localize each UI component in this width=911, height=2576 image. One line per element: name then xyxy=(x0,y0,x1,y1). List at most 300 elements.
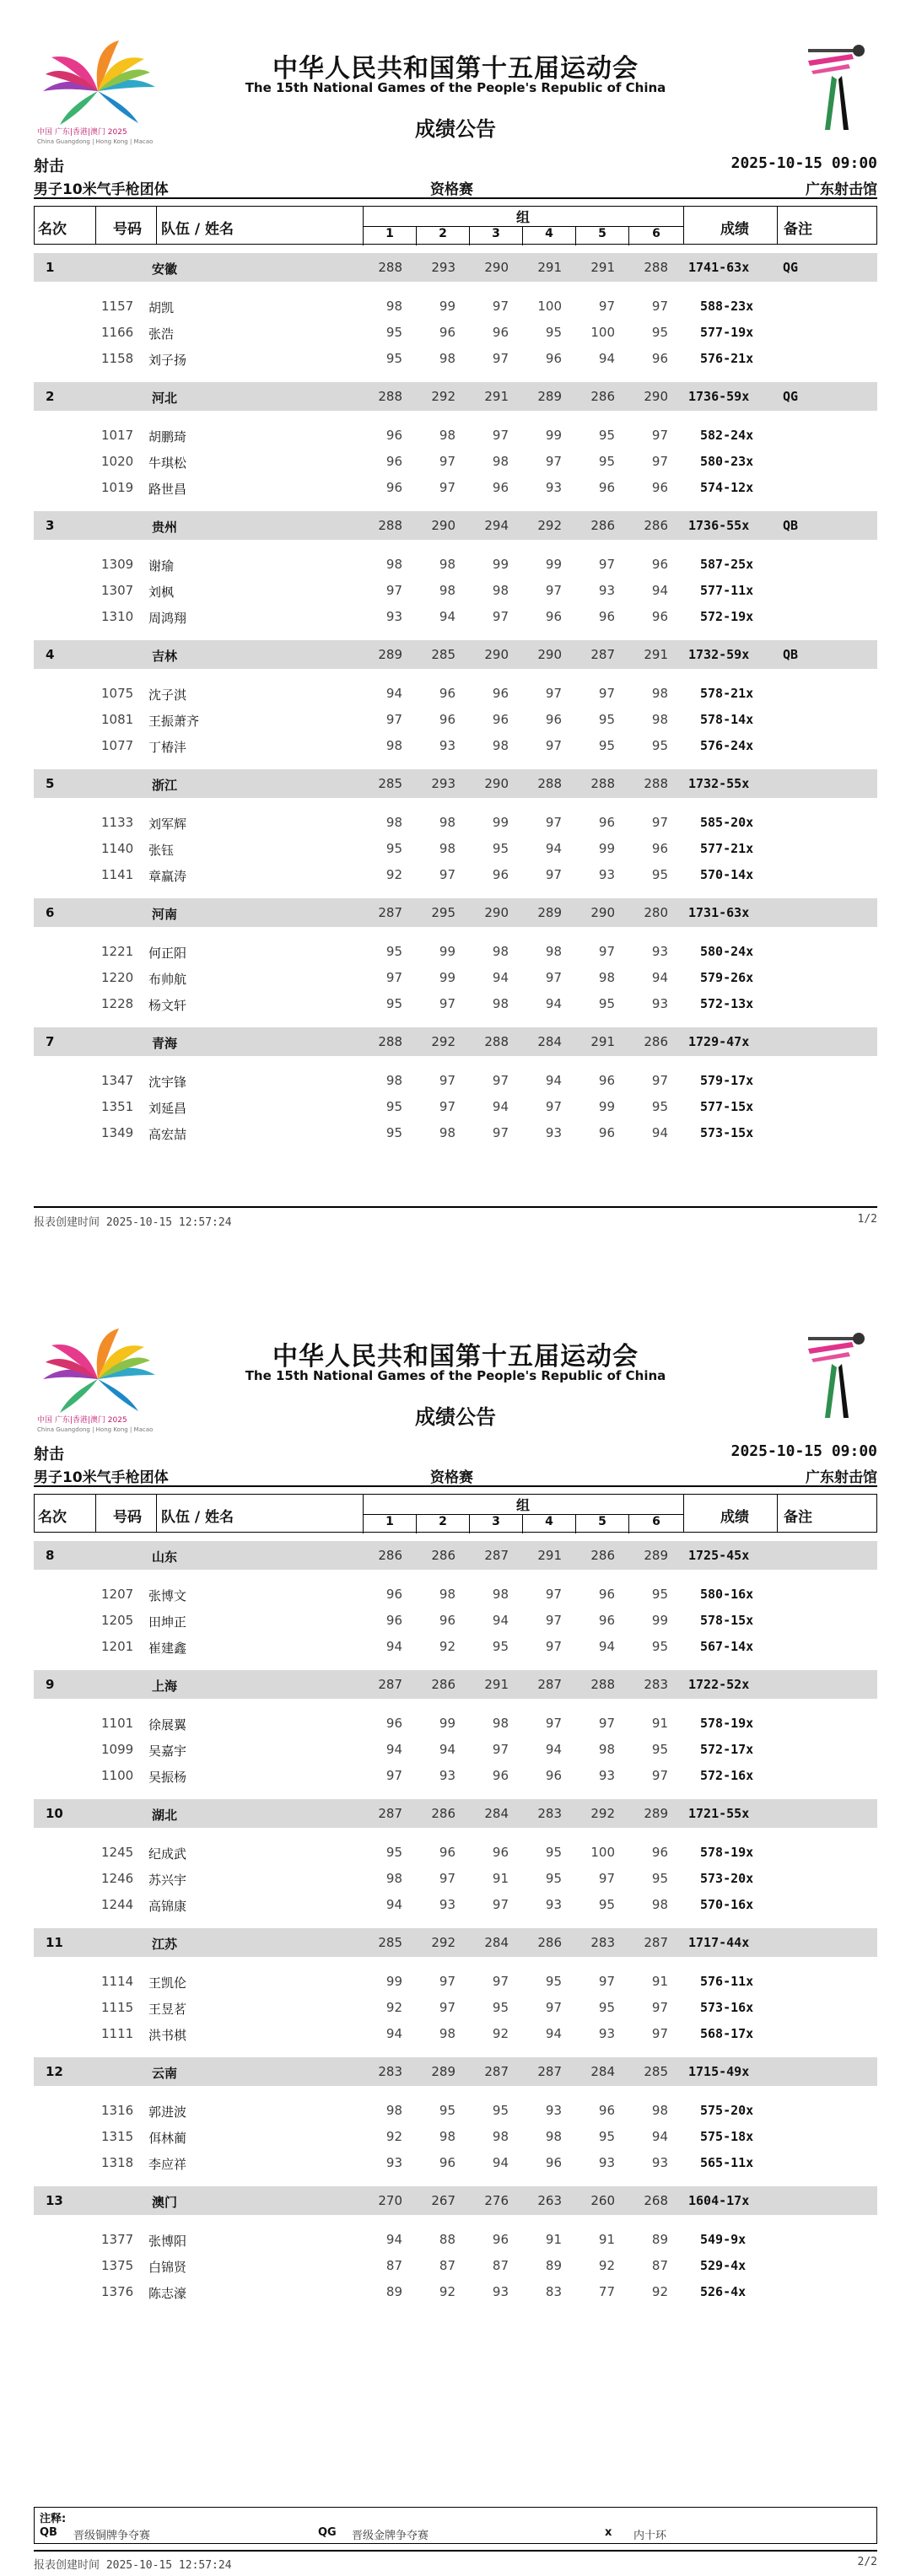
athlete-series-score: 95 xyxy=(651,867,668,882)
athlete-name: 王凯伦 xyxy=(148,1975,187,1991)
team-series-score: 287 xyxy=(537,2064,562,2079)
team-rank: 12 xyxy=(46,2064,63,2079)
athlete-name: 布帅航 xyxy=(148,972,187,987)
team-row xyxy=(34,382,877,411)
athlete-total: 572-13x xyxy=(700,996,754,1011)
athlete-series-score: 97 xyxy=(385,970,402,985)
athlete-series-score: 87 xyxy=(439,2258,456,2273)
athlete-series-score: 98 xyxy=(545,944,562,959)
team-rank: 13 xyxy=(46,2193,63,2208)
athlete-series-score: 97 xyxy=(439,2000,456,2015)
athlete-series-score: 91 xyxy=(651,1716,668,1731)
team-series-score: 286 xyxy=(644,518,668,533)
team-series-score: 287 xyxy=(537,1677,562,1692)
athlete-series-score: 94 xyxy=(545,2026,562,2041)
team-name: 浙江 xyxy=(152,778,178,793)
athlete-series-score: 96 xyxy=(545,1768,562,1783)
athlete-series-score: 96 xyxy=(492,325,509,340)
athlete-series-score: 98 xyxy=(439,2026,456,2041)
athlete-series-score: 96 xyxy=(651,1845,668,1860)
athlete-series-score: 93 xyxy=(439,738,456,753)
team-series-score: 291 xyxy=(484,389,509,404)
athlete-series-score: 87 xyxy=(492,2258,509,2273)
athlete-total: 585-20x xyxy=(700,815,754,830)
athlete-row xyxy=(34,447,877,473)
athlete-bib: 1221 xyxy=(101,944,134,959)
athlete-series-score: 91 xyxy=(598,2232,615,2247)
athlete-name: 崔建鑫 xyxy=(148,1641,187,1656)
col-bib: 号码 xyxy=(113,1509,142,1526)
athlete-series-score: 95 xyxy=(598,712,615,727)
athlete-total: 572-19x xyxy=(700,609,754,624)
row-spacer xyxy=(34,1016,877,1021)
athlete-series-score: 96 xyxy=(439,2155,456,2170)
athlete-name: 胡凯 xyxy=(148,300,175,315)
sport-label: 射击 xyxy=(34,158,64,175)
athlete-series-score: 92 xyxy=(385,2129,402,2144)
athlete-total: 572-17x xyxy=(700,1742,754,1757)
team-series-score: 291 xyxy=(590,260,615,275)
team-series-score: 288 xyxy=(378,260,402,275)
athlete-series-score: 96 xyxy=(598,480,615,495)
note-key: QG xyxy=(318,2526,337,2539)
athlete-series-score: 97 xyxy=(598,686,615,701)
athlete-total: 582-24x xyxy=(700,428,754,443)
athlete-bib: 1349 xyxy=(101,1125,134,1140)
athlete-bib: 1375 xyxy=(101,2258,134,2273)
col-group: 组 xyxy=(363,1495,683,1515)
athlete-series-score: 97 xyxy=(598,557,615,572)
athlete-series-score: 91 xyxy=(651,1974,668,1989)
athlete-row xyxy=(34,705,877,731)
athlete-series-score: 83 xyxy=(545,2284,562,2299)
athlete-series-score: 96 xyxy=(651,480,668,495)
athlete-series-score: 96 xyxy=(651,557,668,572)
athlete-bib: 1019 xyxy=(101,480,134,495)
athlete-series-score: 95 xyxy=(651,1587,668,1602)
athlete-series-score: 94 xyxy=(385,1897,402,1912)
team-rank: 9 xyxy=(46,1677,55,1692)
athlete-series-score: 89 xyxy=(651,2232,668,2247)
athlete-series-score: 97 xyxy=(492,1742,509,1757)
athlete-total: 570-14x xyxy=(700,867,754,882)
team-series-score: 291 xyxy=(484,1677,509,1692)
athlete-series-score: 97 xyxy=(492,1897,509,1912)
athlete-total: 578-15x xyxy=(700,1613,754,1628)
athlete-name: 周鸿翔 xyxy=(148,611,187,626)
row-spacer xyxy=(34,2304,877,2309)
athlete-series-score: 98 xyxy=(651,2103,668,2118)
athlete-series-score: 100 xyxy=(590,1845,615,1860)
athlete-row xyxy=(34,1580,877,1606)
athlete-total: 577-15x xyxy=(700,1099,754,1114)
athlete-series-score: 97 xyxy=(492,1974,509,1989)
athlete-series-score: 96 xyxy=(439,712,456,727)
team-total: 1732-55x xyxy=(688,776,750,791)
athlete-series-score: 97 xyxy=(439,1871,456,1886)
athlete-row xyxy=(34,1066,877,1092)
athlete-row xyxy=(34,1735,877,1761)
athlete-bib: 1220 xyxy=(101,970,134,985)
athlete-series-score: 94 xyxy=(651,2129,668,2144)
footer-divider xyxy=(34,2550,877,2552)
athlete-series-score: 97 xyxy=(651,428,668,443)
team-row xyxy=(34,769,877,798)
athlete-series-score: 97 xyxy=(545,2000,562,2015)
athlete-total: 573-20x xyxy=(700,1871,754,1886)
athlete-series-score: 96 xyxy=(385,480,402,495)
athlete-series-score: 94 xyxy=(385,1639,402,1654)
athlete-series-score: 97 xyxy=(598,944,615,959)
col-rank: 名次 xyxy=(38,1509,67,1526)
athlete-series-score: 95 xyxy=(492,1639,509,1654)
team-series-score: 290 xyxy=(431,518,456,533)
athlete-series-score: 99 xyxy=(545,557,562,572)
athlete-series-score: 94 xyxy=(492,2155,509,2170)
athlete-series-score: 95 xyxy=(598,2129,615,2144)
athlete-total: 576-24x xyxy=(700,738,754,753)
team-name: 青海 xyxy=(152,1036,178,1051)
row-spacer xyxy=(34,757,877,763)
athlete-bib: 1133 xyxy=(101,815,134,830)
team-series-score: 286 xyxy=(590,1548,615,1563)
athlete-series-score: 96 xyxy=(598,609,615,624)
athlete-name: 佴林蔺 xyxy=(148,2131,187,2146)
athlete-series-score: 95 xyxy=(651,1099,668,1114)
athlete-total: 578-14x xyxy=(700,712,754,727)
col-series-2: 2 xyxy=(416,1515,469,1533)
team-rank: 7 xyxy=(46,1034,55,1049)
event-info-row xyxy=(34,177,877,199)
athlete-total: 575-18x xyxy=(700,2129,754,2144)
athlete-series-score: 95 xyxy=(651,738,668,753)
athlete-series-score: 89 xyxy=(545,2258,562,2273)
team-rank: 4 xyxy=(46,647,55,662)
athlete-series-score: 93 xyxy=(545,1125,562,1140)
athlete-series-score: 99 xyxy=(651,1613,668,1628)
col-series-1: 1 xyxy=(363,227,416,245)
athlete-row xyxy=(34,2148,877,2175)
team-series-score: 289 xyxy=(378,647,402,662)
athlete-series-score: 97 xyxy=(651,815,668,830)
row-spacer xyxy=(34,887,877,892)
athlete-row xyxy=(34,1606,877,1632)
athlete-series-score: 95 xyxy=(439,2103,456,2118)
athlete-series-score: 88 xyxy=(439,2232,456,2247)
athlete-series-score: 94 xyxy=(651,1125,668,1140)
col-group: 组 xyxy=(363,207,683,227)
team-name: 河南 xyxy=(152,907,178,922)
athlete-series-score: 95 xyxy=(545,325,562,340)
team-series-score: 284 xyxy=(484,1806,509,1821)
team-series-score: 286 xyxy=(431,1548,456,1563)
athlete-name: 郭进波 xyxy=(148,2104,187,2120)
athlete-series-score: 97 xyxy=(545,583,562,598)
athlete-series-score: 95 xyxy=(385,1845,402,1860)
athlete-total: 529-4x xyxy=(700,2258,747,2273)
athlete-bib: 1318 xyxy=(101,2155,134,2170)
athlete-bib: 1101 xyxy=(101,1716,134,1731)
athlete-series-score: 97 xyxy=(651,1073,668,1088)
team-series-score: 283 xyxy=(537,1806,562,1821)
athlete-series-score: 98 xyxy=(651,1897,668,1912)
team-series-score: 285 xyxy=(431,647,456,662)
athlete-bib: 1100 xyxy=(101,1768,134,1783)
athlete-series-score: 95 xyxy=(385,325,402,340)
athlete-row xyxy=(34,550,877,576)
note-value: 晋级金牌争夺赛 xyxy=(352,2530,429,2542)
team-series-score: 260 xyxy=(590,2193,615,2208)
athlete-total: 574-12x xyxy=(700,480,754,495)
athlete-series-score: 96 xyxy=(598,1073,615,1088)
team-total: 1741-63x xyxy=(688,260,750,275)
athlete-name: 刘枫 xyxy=(148,585,175,600)
athlete-bib: 1244 xyxy=(101,1897,134,1912)
athlete-series-score: 96 xyxy=(439,325,456,340)
team-series-score: 293 xyxy=(431,776,456,791)
athlete-name: 张博文 xyxy=(148,1588,187,1603)
athlete-series-score: 99 xyxy=(545,428,562,443)
athlete-series-score: 97 xyxy=(385,712,402,727)
athlete-series-score: 87 xyxy=(651,2258,668,2273)
row-spacer xyxy=(34,1145,877,1150)
athlete-row xyxy=(34,2251,877,2277)
col-team-name: 队伍 / 姓名 xyxy=(161,221,234,238)
athlete-name: 高锦康 xyxy=(148,1899,187,1914)
athlete-series-score: 92 xyxy=(492,2026,509,2041)
athlete-series-score: 98 xyxy=(439,351,456,366)
event-phase: 资格赛 xyxy=(430,181,473,198)
team-series-score: 289 xyxy=(431,2064,456,2079)
team-remark: QB xyxy=(783,647,799,662)
athlete-bib: 1316 xyxy=(101,2103,134,2118)
athlete-series-score: 97 xyxy=(439,867,456,882)
team-name: 河北 xyxy=(152,391,178,406)
athlete-bib: 1376 xyxy=(101,2284,134,2299)
logo-caption: 中国 广东|香港|澳门 2025 xyxy=(37,128,127,137)
table-header xyxy=(34,1494,877,1533)
athlete-series-score: 96 xyxy=(439,1613,456,1628)
athlete-bib: 1140 xyxy=(101,841,134,856)
athlete-series-score: 95 xyxy=(545,1845,562,1860)
athlete-series-score: 95 xyxy=(492,2000,509,2015)
athlete-row xyxy=(34,473,877,499)
athlete-series-score: 97 xyxy=(545,1639,562,1654)
athlete-series-score: 98 xyxy=(598,1742,615,1757)
athlete-total: 549-9x xyxy=(700,2232,747,2247)
team-series-score: 284 xyxy=(537,1034,562,1049)
athlete-series-score: 96 xyxy=(492,480,509,495)
results-table-body xyxy=(34,1533,877,2309)
athlete-series-score: 87 xyxy=(385,2258,402,2273)
athlete-series-score: 95 xyxy=(598,1897,615,1912)
athlete-total: 577-19x xyxy=(700,325,754,340)
athlete-name: 吴振杨 xyxy=(148,1770,187,1785)
athlete-series-score: 98 xyxy=(385,1073,402,1088)
team-name: 吉林 xyxy=(152,649,178,664)
athlete-series-score: 98 xyxy=(651,686,668,701)
athlete-name: 王昱茗 xyxy=(148,2002,187,2017)
row-spacer xyxy=(34,628,877,633)
sport-label: 射击 xyxy=(34,1446,64,1463)
athlete-series-score: 98 xyxy=(545,2129,562,2144)
athlete-series-score: 99 xyxy=(439,299,456,314)
team-series-score: 287 xyxy=(378,905,402,920)
athlete-series-score: 99 xyxy=(598,841,615,856)
team-series-score: 287 xyxy=(378,1677,402,1692)
team-series-score: 276 xyxy=(484,2193,509,2208)
athlete-series-score: 97 xyxy=(492,1073,509,1088)
table-header xyxy=(34,206,877,245)
athlete-total: 573-15x xyxy=(700,1125,754,1140)
athlete-row xyxy=(34,834,877,860)
col-series-5: 5 xyxy=(575,1515,628,1533)
col-rank: 名次 xyxy=(38,221,67,238)
athlete-series-score: 94 xyxy=(385,2026,402,2041)
athlete-total: 575-20x xyxy=(700,2103,754,2118)
athlete-name: 刘军辉 xyxy=(148,816,187,832)
team-rank: 3 xyxy=(46,518,55,533)
athlete-series-score: 97 xyxy=(598,1716,615,1731)
athlete-bib: 1228 xyxy=(101,996,134,1011)
athlete-series-score: 94 xyxy=(545,1742,562,1757)
athlete-name: 刘延昌 xyxy=(148,1101,187,1116)
athlete-row xyxy=(34,989,877,1016)
athlete-series-score: 91 xyxy=(492,1871,509,1886)
athlete-total: 578-19x xyxy=(700,1845,754,1860)
athlete-row xyxy=(34,1761,877,1787)
team-series-score: 290 xyxy=(590,905,615,920)
team-series-score: 288 xyxy=(378,389,402,404)
athlete-total: 579-17x xyxy=(700,1073,754,1088)
athlete-series-score: 96 xyxy=(598,2103,615,2118)
team-series-score: 291 xyxy=(537,1548,562,1563)
athlete-bib: 1201 xyxy=(101,1639,134,1654)
athlete-series-score: 98 xyxy=(492,1716,509,1731)
athlete-series-score: 98 xyxy=(385,815,402,830)
team-rank: 5 xyxy=(46,776,55,791)
team-series-score: 288 xyxy=(644,260,668,275)
title-cn: 中华人民共和国第十五届运动会 xyxy=(272,54,639,84)
team-series-score: 292 xyxy=(537,518,562,533)
team-total: 1721-55x xyxy=(688,1806,750,1821)
athlete-name: 李应祥 xyxy=(148,2157,187,2172)
event-name: 男子10米气手枪团体 xyxy=(34,1469,169,1486)
athlete-row xyxy=(34,2122,877,2148)
athlete-name: 章赢涛 xyxy=(148,869,187,884)
athlete-series-score: 97 xyxy=(545,1587,562,1602)
athlete-series-score: 95 xyxy=(598,428,615,443)
athlete-series-score: 96 xyxy=(651,351,668,366)
team-series-score: 293 xyxy=(431,260,456,275)
athlete-series-score: 98 xyxy=(385,299,402,314)
col-series-6: 6 xyxy=(628,227,683,245)
page-number: 2/2 xyxy=(857,2556,877,2568)
footer-divider xyxy=(34,1206,877,1208)
athlete-row xyxy=(34,292,877,318)
report-timestamp: 报表创建时间 2025-10-15 12:57:24 xyxy=(34,2559,232,2572)
athlete-series-score: 94 xyxy=(545,1073,562,1088)
athlete-bib: 1158 xyxy=(101,351,134,366)
logo-caption: 中国 广东|香港|澳门 2025 xyxy=(37,1416,127,1425)
athlete-series-score: 94 xyxy=(545,841,562,856)
athlete-series-score: 97 xyxy=(545,1613,562,1628)
athlete-series-score: 97 xyxy=(492,351,509,366)
team-series-score: 287 xyxy=(484,2064,509,2079)
athlete-series-score: 97 xyxy=(651,1768,668,1783)
athlete-name: 谢瑜 xyxy=(148,558,175,574)
team-series-score: 288 xyxy=(590,1677,615,1692)
team-name: 山东 xyxy=(152,1549,178,1565)
athlete-total: 570-16x xyxy=(700,1897,754,1912)
athlete-series-score: 93 xyxy=(545,480,562,495)
col-remarks: 备注 xyxy=(784,1509,812,1526)
athlete-total: 572-16x xyxy=(700,1768,754,1783)
team-row xyxy=(34,1799,877,1828)
athlete-bib: 1115 xyxy=(101,2000,134,2015)
athlete-series-score: 96 xyxy=(651,841,668,856)
team-series-score: 287 xyxy=(484,1548,509,1563)
athlete-total: 577-21x xyxy=(700,841,754,856)
athlete-series-score: 97 xyxy=(545,867,562,882)
athlete-row xyxy=(34,602,877,628)
team-total: 1732-59x xyxy=(688,647,750,662)
athlete-total: 573-16x xyxy=(700,2000,754,2015)
athlete-bib: 1114 xyxy=(101,1974,134,1989)
athlete-total: 567-14x xyxy=(700,1639,754,1654)
athlete-series-score: 97 xyxy=(598,299,615,314)
athlete-total: 568-17x xyxy=(700,2026,754,2041)
team-series-score: 286 xyxy=(590,518,615,533)
athlete-series-score: 95 xyxy=(598,454,615,469)
athlete-row xyxy=(34,963,877,989)
notes-box xyxy=(34,2507,877,2544)
team-total: 1725-45x xyxy=(688,1548,750,1563)
athlete-total: 580-24x xyxy=(700,944,754,959)
athlete-series-score: 95 xyxy=(385,351,402,366)
athlete-series-score: 98 xyxy=(492,1587,509,1602)
team-series-score: 290 xyxy=(537,647,562,662)
athlete-row xyxy=(34,2277,877,2304)
athlete-series-score: 94 xyxy=(492,1613,509,1628)
team-name: 云南 xyxy=(152,2066,178,2081)
athlete-series-score: 97 xyxy=(598,1871,615,1886)
team-series-score: 288 xyxy=(378,1034,402,1049)
note-key: QB xyxy=(40,2526,57,2539)
athlete-series-score: 92 xyxy=(651,2284,668,2299)
venue-name: 广东射击馆 xyxy=(806,1469,877,1486)
athlete-series-score: 93 xyxy=(385,2155,402,2170)
athlete-total: 578-19x xyxy=(700,1716,754,1731)
athlete-row xyxy=(34,808,877,834)
athlete-series-score: 92 xyxy=(385,2000,402,2015)
team-rank: 11 xyxy=(46,1935,63,1950)
athlete-name: 王振萧齐 xyxy=(148,714,200,729)
athlete-row xyxy=(34,1864,877,1890)
athlete-name: 洪书棋 xyxy=(148,2028,187,2043)
row-spacer xyxy=(34,499,877,504)
title-en: The 15th National Games of the People's Republic of China xyxy=(245,80,666,95)
athlete-series-score: 93 xyxy=(598,1768,615,1783)
athlete-bib: 1351 xyxy=(101,1099,134,1114)
team-series-score: 287 xyxy=(644,1935,668,1950)
team-series-score: 286 xyxy=(378,1548,402,1563)
team-series-score: 268 xyxy=(644,2193,668,2208)
team-series-score: 280 xyxy=(644,905,668,920)
col-series-4: 4 xyxy=(522,227,575,245)
team-series-score: 294 xyxy=(484,518,509,533)
col-series-1: 1 xyxy=(363,1515,416,1533)
